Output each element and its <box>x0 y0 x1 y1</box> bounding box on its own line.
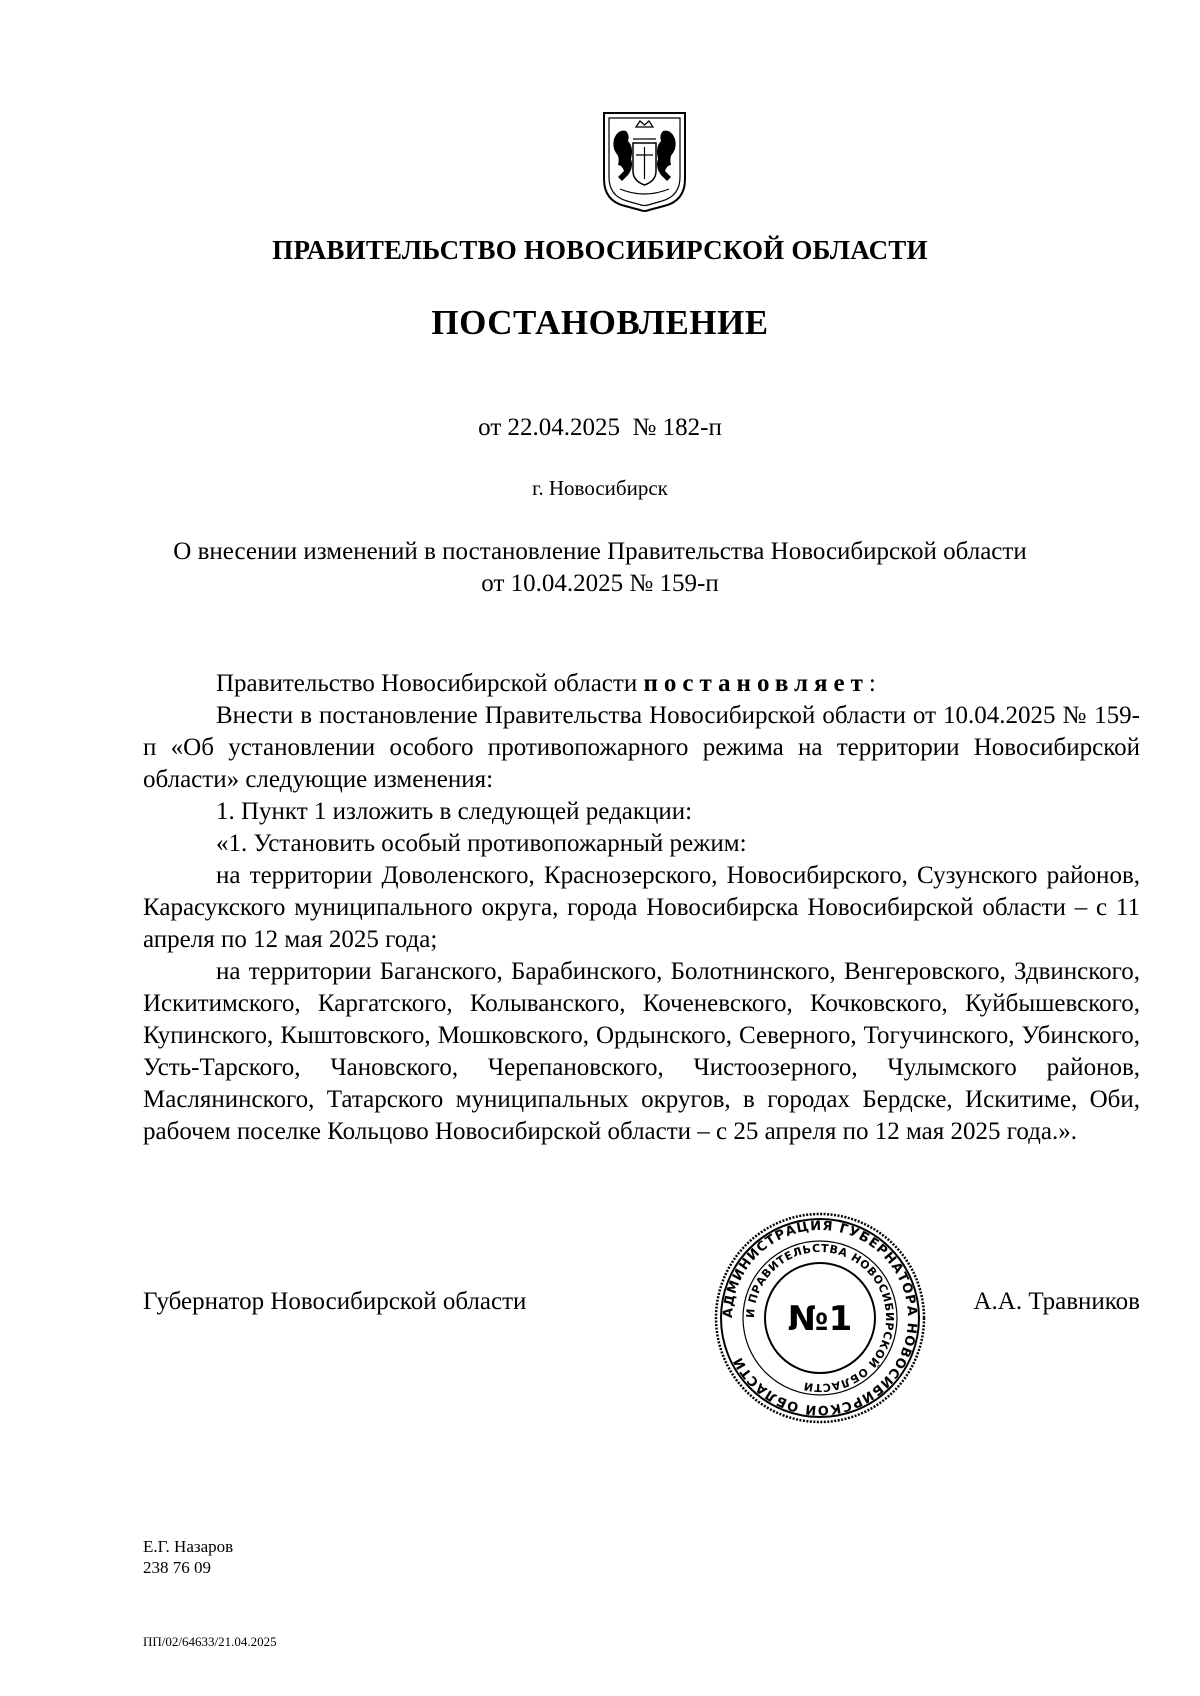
city: г. Новосибирск <box>532 476 668 500</box>
executor-name: Е.Г. Назаров <box>143 1537 234 1556</box>
body-paragraph-5: на территории Баганского, Барабинского, Болотнинского, Венгеровского, Здвинского, Искитимского, Каргатского, Колыванского, Коченевского, Кочковского, Куйбышевского, Купинского, Кыштовского, Мошковского, Ордынского, Северного, Тогучинского, Убинского, Усть-Тарского, Чановского, Черепановского, Чистоозерного, Чулымского районов, Маслянинского, Татарского муниципальных округов, в городах Бердске, Искитиме, Оби, рабочем поселке Кольцово Новосибирской области – с 25 апреля по 12 мая 2025 года.». <box>143 958 1140 1145</box>
executor-phone: 238 76 09 <box>143 1558 211 1577</box>
seal-inner-text: И ПРАВИТЕЛЬСТВА НОВОСИБИРСКОЙ ОБЛАСТИ <box>743 1241 897 1395</box>
subject-line-1: О внесении изменений в постановление Правительства Новосибирской области <box>173 538 1027 565</box>
body-paragraph-4: на территории Доволенского, Краснозерского, Новосибирского, Сузунского районов, Карасукского муниципального округа, города Новосибирска Новосибирской области – с 11 апреля по 12 мая 2025 года; <box>143 862 1140 953</box>
seal-outer-text: АДМИНИСТРАЦИЯ ГУБЕРНАТОРА НОВОСИБИРСКОЙ ОБЛАСТИ <box>720 1218 920 1418</box>
official-seal-icon <box>712 1210 928 1426</box>
intro-paragraph <box>143 668 1140 700</box>
subject <box>0 536 1200 600</box>
body-paragraph-2: 1. Пункт 1 изложить в следующей редакции: <box>216 798 693 825</box>
signatory-name: А.А. Травников <box>973 1288 1140 1315</box>
organization-title: ПРАВИТЕЛЬСТВО НОВОСИБИРСКОЙ ОБЛАСТИ <box>272 235 928 265</box>
intro-prefix: Правительство Новосибирской области <box>216 670 644 697</box>
intro-suffix: : <box>868 670 876 697</box>
executor-block <box>143 1536 233 1578</box>
registration-number: ПП/02/64633/21.04.2025 <box>143 1634 277 1649</box>
subject-line-2: от 10.04.2025 № 159-п <box>481 570 719 597</box>
body-paragraph-1: Внести в постановление Правительства Новосибирской области от 10.04.2025 № 159-п «Об установлении особого противопожарного режима на территории Новосибирской области» следующие изменения: <box>143 702 1140 793</box>
body-paragraph-3: «1. Установить особый противопожарный режим: <box>216 830 747 857</box>
document-type: ПОСТАНОВЛЕНИЕ <box>431 303 769 342</box>
novosibirsk-coat-of-arms-icon <box>600 109 689 219</box>
intro-emphasis: постановляет <box>643 670 869 697</box>
seal-number: №1 <box>787 1299 853 1339</box>
signatory-title: Губернатор Новосибирской области <box>143 1288 527 1315</box>
date-and-number: от 22.04.2025 № 182-п <box>478 414 722 441</box>
